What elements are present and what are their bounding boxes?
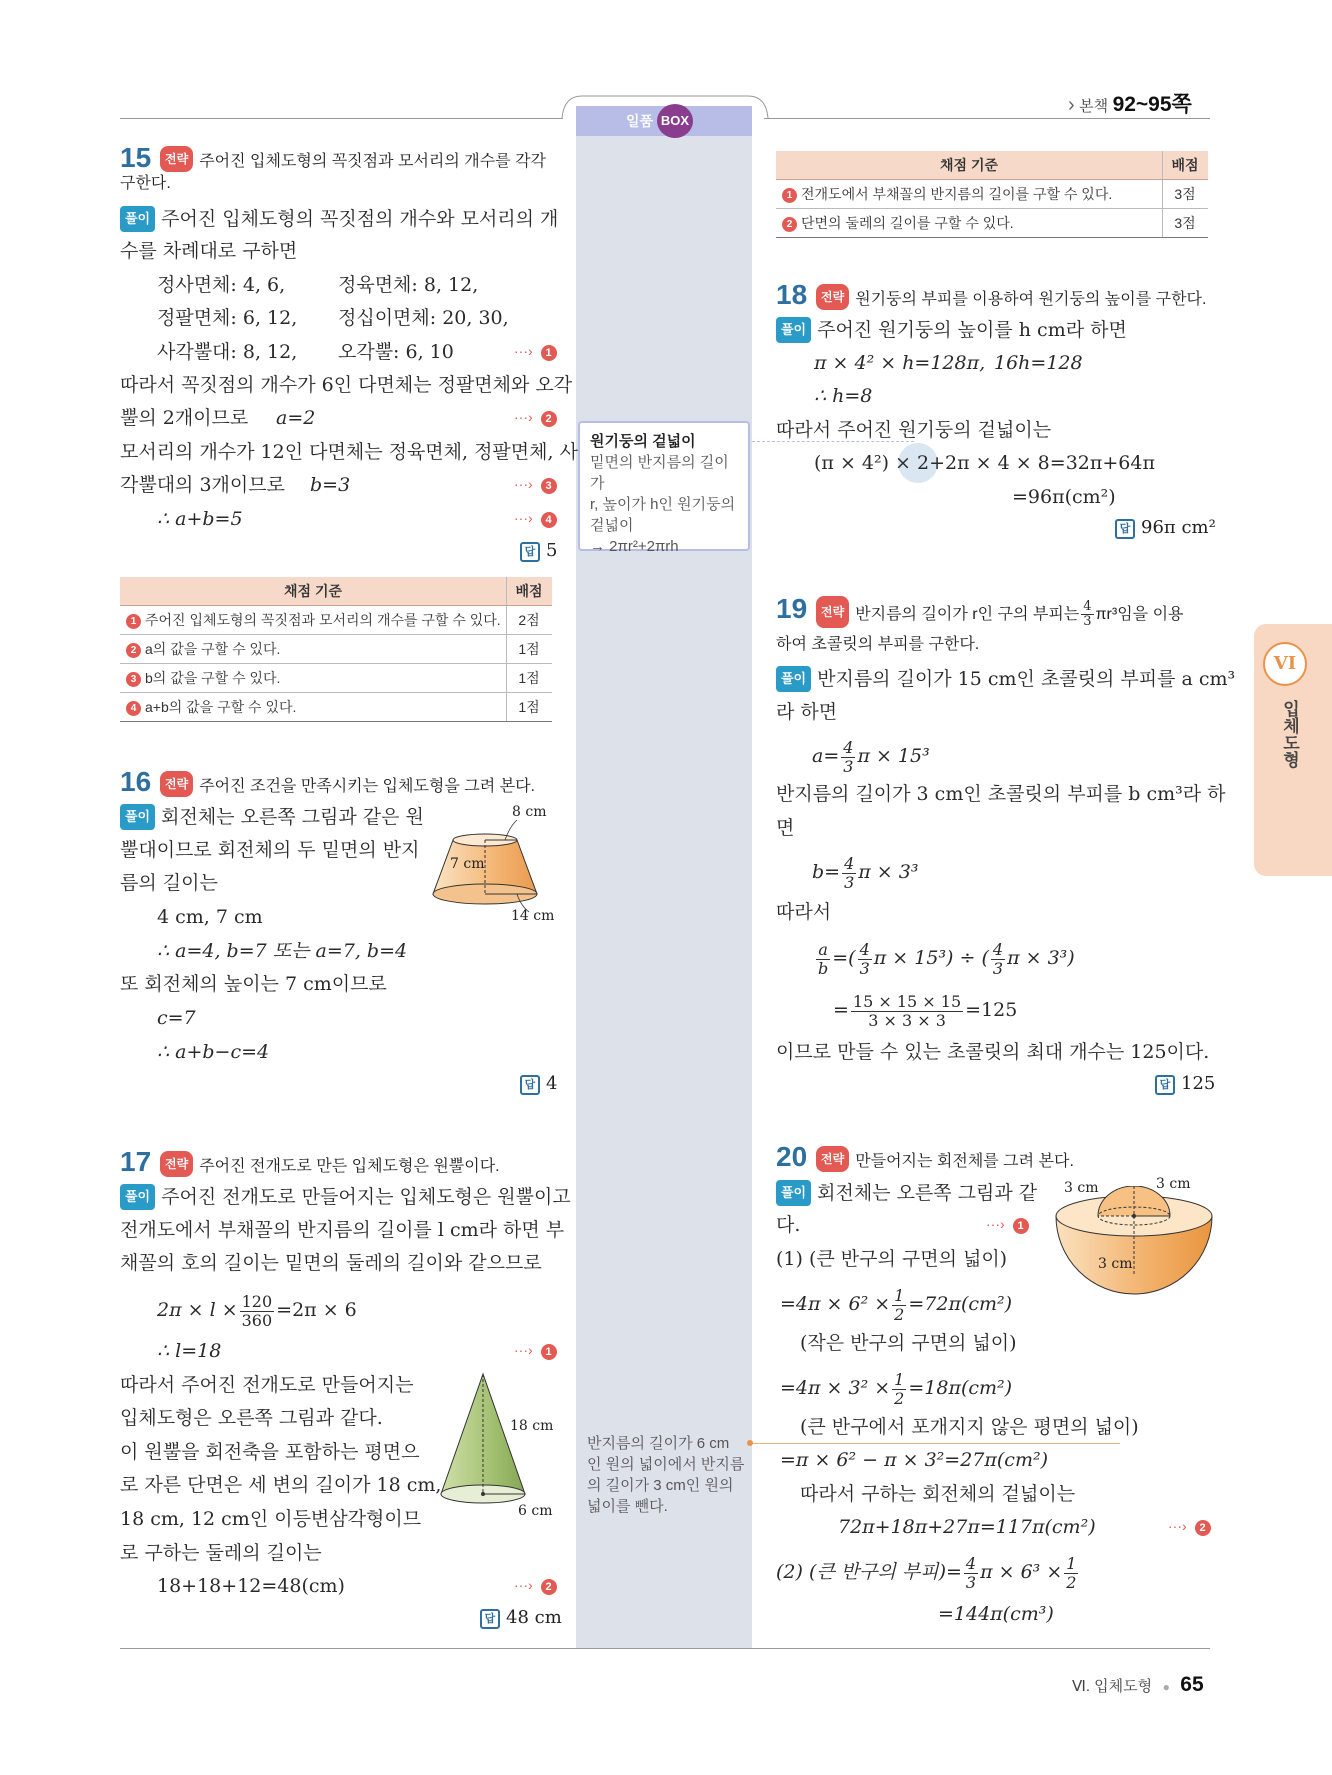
problem-16-line-2: 뿔대이므로 회전체의 두 밑면의 반지	[120, 839, 420, 861]
problem-19-line-1: 풀이 반지름의 길이가 15 cm인 초콜릿의 부피를 a cm³	[776, 666, 1235, 692]
step-marker-2: ···› 2	[1168, 1518, 1211, 1536]
problem-18-line-3: ∴ h=8	[814, 385, 873, 407]
solution-tag: 풀이	[120, 206, 155, 232]
step-marker-1: ···› 1	[514, 1342, 557, 1360]
problem-15-number: 15	[120, 142, 152, 173]
problem-19-answer: 답 125	[1155, 1073, 1215, 1095]
problem-20-strategy: 전략 만들어지는 회전체를 그려 본다.	[816, 1146, 1074, 1174]
problem-15-line-6: 따라서 꼭짓점의 개수가 6인 다면체는 정팔면체와 오각	[120, 374, 573, 396]
problem-19-eq-3: $\frac{a}{b}$ =( $\frac{4}{3}$ π × 15³) ÷ ( $\frac{4}{3}$ π × 3³)	[818, 939, 1075, 978]
problem-16-answer: 답 4	[520, 1073, 557, 1095]
problem-19-line-5: 면	[776, 817, 795, 839]
step-marker-2: ···› 2	[514, 409, 557, 427]
cone-label-slant: 18 cm	[510, 1418, 554, 1434]
problem-15-line-2: 수를 차례대로 구하면	[120, 240, 298, 262]
problem-18-line-4: 따라서 주어진 원기둥의 겉넓이는	[776, 419, 1052, 441]
header-rule-right	[764, 118, 1210, 119]
problem-17-line-9: 로 자른 단면은 세 변의 길이가 18 cm,	[120, 1474, 442, 1496]
center-box-label	[626, 110, 653, 132]
table-row: 4 a+b의 값을 구할 수 있다. 1점	[120, 693, 552, 722]
problem-16-line-7: c=7	[157, 1007, 196, 1029]
problem-19-line-10: 이므로 만들 수 있는 초콜릿의 최대 개수는 125이다.	[776, 1041, 1210, 1063]
frustum-label-top: 8 cm	[512, 804, 547, 820]
problem-15-line-8: 모서리의 개수가 12인 다면체는 정육면체, 정팔면체, 사	[120, 441, 578, 463]
problem-17-line-8: 이 원뿔을 회전축을 포함하는 평면으	[120, 1441, 420, 1463]
frustum-label-bottom: 14 cm	[511, 908, 555, 924]
table-row: 3 b의 값을 구할 수 있다. 1점	[120, 664, 552, 693]
hemisphere-label-b: 3 cm	[1156, 1176, 1191, 1192]
step-marker-1: ···› 1	[986, 1216, 1029, 1234]
problem-17-line-7: 입체도형은 오른쪽 그림과 같다.	[120, 1407, 383, 1429]
answer-icon: 답	[1115, 519, 1135, 539]
problem-19-line-4: 반지름의 길이가 3 cm인 초콜릿의 부피를 b cm³라 하	[776, 783, 1226, 805]
frustum-label-height: 7 cm	[450, 856, 485, 872]
table-row: 2 a의 값을 구할 수 있다. 1점	[120, 635, 552, 664]
problem-18-line-2b: 16h=128	[994, 352, 1083, 374]
problem-17-line-1: 풀이 주어진 전개도로 만들어지는 입체도형은 원뿔이고	[120, 1184, 571, 1210]
cone-figure	[435, 1370, 535, 1520]
problem-15-line-5b: 오각뿔: 6, 10	[338, 341, 454, 363]
problem-20-eq-3: (2) (큰 반구의 부피)= $\frac{4}{3}$ π × 6³ × $\frac{1}{2}$	[776, 1553, 1077, 1592]
header-rule-left	[120, 118, 563, 119]
problem-16-line-3: 름의 길이는	[120, 872, 218, 894]
problem-18-strategy: 전략 원기둥의 부피를 이용하여 원기둥의 높이를 구한다.	[816, 284, 1206, 312]
side-note-dot	[747, 1440, 753, 1446]
problem-19-eq-4: = $\frac{15 \times 15 \times 15}{3 \times 3 \times 3}$ =125	[833, 991, 1018, 1030]
problem-16-number: 16	[120, 766, 152, 797]
problem-20-line-1: 풀이 회전체는 오른쪽 그림과 같	[776, 1180, 1037, 1206]
problem-19-eq-1: a= $\frac{4}{3}$ π × 15³	[812, 737, 930, 776]
problem-19-line-7: 따라서	[776, 901, 832, 923]
side-note-area: 반지름의 길이가 6 cm 인 원의 넓이에서 반지름 의 길이가 3 cm인 원의 넓이를 뺀다.	[587, 1435, 745, 1515]
problem-17-answer: 답 48 cm	[480, 1607, 562, 1629]
page-number: 65	[1180, 1673, 1204, 1696]
problem-15-line-10: ∴ a+b=5	[157, 508, 243, 530]
problem-16-strategy: 전략 주어진 조건을 만족시키는 입체도형을 그려 본다.	[160, 771, 535, 799]
problem-15-strategy: 전략 주어진 입체도형의 꼭짓점과 모서리의 개수를 각각	[160, 146, 546, 174]
step-marker-1: ···› 1	[514, 343, 557, 361]
table-row: 1 주어진 입체도형의 꼭짓점과 모서리의 개수를 구할 수 있다. 2점	[120, 606, 552, 635]
center-column	[576, 106, 752, 1648]
answer-icon: 답	[520, 1075, 540, 1095]
problem-17-line-11: 로 구하는 둘레의 길이는	[120, 1542, 322, 1564]
problem-19-line-2: 라 하면	[776, 701, 838, 723]
answer-icon: 답	[1155, 1075, 1175, 1095]
step-marker-4: ···› 4	[514, 510, 557, 528]
answer-icon: 답	[480, 1609, 500, 1629]
problem-17-line-2: 전개도에서 부채꼴의 반지름의 길이를 l cm라 하면 부	[120, 1219, 565, 1241]
problem-17-line-3: 채꼴의 호의 길이는 밑면의 둘레의 길이와 같으므로	[120, 1252, 542, 1274]
problem-20-line-10: 72π+18π+27π=117π(cm²)	[838, 1516, 1096, 1538]
step-marker-3: ···› 3	[514, 476, 557, 494]
scoring-head-points: 배점	[507, 577, 553, 606]
problem-15-line-9a: 각뿔대의 3개이므로	[120, 474, 285, 496]
problem-15-line-3a: 정사면체: 4, 6,	[157, 274, 286, 296]
hemisphere-label-c: 3 cm	[1098, 1256, 1133, 1272]
problem-18-line-6: =96π(cm²)	[1012, 486, 1116, 508]
side-note-title: 원기둥의 겉넓이	[590, 433, 696, 450]
problem-18-line-1: 풀이 주어진 원기둥의 높이를 h cm라 하면	[776, 317, 1127, 343]
problem-18-answer: 답 96π cm²	[1115, 517, 1216, 539]
problem-16-line-1: 풀이 회전체는 오른쪽 그림과 같은 원	[120, 804, 424, 830]
book-ref-pages: 92~95쪽	[1112, 93, 1192, 116]
problem-20-line-3: (1) (큰 반구의 구면의 넓이)	[776, 1248, 1008, 1270]
problem-17-line-5: ∴ l=18	[157, 1340, 222, 1362]
problem-20-line-8: =π × 6² − π × 3²=27π(cm²)	[780, 1449, 1048, 1471]
problem-16-line-6: 또 회전체의 높이는 7 cm이므로	[120, 973, 387, 995]
chevron-right-icon: ›	[1068, 94, 1075, 116]
scoring-table-15	[120, 577, 552, 722]
problem-19-strategy-2: 하여 초콜릿의 부피를 구한다.	[776, 636, 980, 653]
chapter-numeral-badge: VI	[1263, 642, 1307, 686]
problem-20-eq-1: =4π × 6² × $\frac{1}{2}$ =72π(cm²)	[780, 1285, 1013, 1324]
problem-19-number: 19	[776, 593, 808, 624]
problem-20-eq-2: =4π × 3² × $\frac{1}{2}$ =18π(cm²)	[780, 1369, 1013, 1408]
problem-17-line-6: 따라서 주어진 전개도로 만들어지는	[120, 1374, 414, 1396]
problem-16-line-4: 4 cm, 7 cm	[157, 906, 263, 928]
footer-rule	[120, 1648, 1210, 1649]
problem-18-line-2a: π × 4² × h=128π,	[814, 352, 986, 374]
problem-20-line-12: =144π(cm³)	[938, 1603, 1054, 1625]
chapter-side-label: 입체도형	[1280, 700, 1299, 768]
hemisphere-figure	[1052, 1186, 1216, 1306]
center-label-text: 일품	[626, 113, 654, 129]
problem-17-line-12: 18+18+12=48(cm)	[157, 1575, 345, 1597]
problem-15-line-5a: 사각뿔대: 8, 12,	[157, 341, 298, 363]
answer-icon: 답	[520, 542, 540, 562]
problem-19-eq-2: b= $\frac{4}{3}$ π × 3³	[812, 853, 919, 892]
problem-17-equation: 2π × l × $\frac{120}{360}$ =2π × 6	[157, 1291, 357, 1330]
problem-16-line-8: ∴ a+b−c=4	[157, 1041, 270, 1063]
problem-17-number: 17	[120, 1146, 152, 1177]
book-ref-prefix: 본책	[1079, 98, 1109, 115]
table-row: 1 전개도에서 부채꼴의 반지름의 길이를 구할 수 있다. 3점	[776, 180, 1208, 209]
side-note-connector-2	[750, 1443, 1120, 1444]
problem-20-line-9: 따라서 구하는 회전체의 겉넓이는	[800, 1483, 1076, 1505]
problem-16-line-5: ∴ a=4, b=7 또는 a=7, b=4	[157, 940, 408, 962]
strategy-tag: 전략	[160, 146, 193, 172]
problem-15-line-7b: a=2	[276, 407, 316, 429]
side-note-cylinder: 원기둥의 겉넓이 밑면의 반지름의 길이가 r, 높이가 h인 원기둥의 겉넓이 → 2πr²+2πrh	[578, 421, 750, 551]
problem-15-answer: 답 5	[520, 540, 557, 562]
problem-17-strategy: 전략 주어진 전개도로 만든 입체도형은 원뿔이다.	[160, 1151, 500, 1179]
hemisphere-label-a: 3 cm	[1064, 1180, 1099, 1196]
cone-label-radius: 6 cm	[518, 1503, 553, 1519]
scoring-head: 채점 기준	[120, 577, 507, 606]
problem-18-number: 18	[776, 279, 808, 310]
problem-15-line-1: 풀이 주어진 입체도형의 꼭짓점의 개수와 모서리의 개	[120, 206, 558, 232]
problem-18-line-5: (π × 4²) × 2+2π × 4 × 8=32π+64π	[814, 452, 1155, 474]
problem-20-line-5: (작은 반구의 구면의 넓이)	[800, 1332, 1017, 1354]
step-marker-2: ···› 2	[514, 1577, 557, 1595]
problem-17-line-10: 18 cm, 12 cm인 이등변삼각형이므	[120, 1508, 422, 1530]
footer	[1072, 1670, 1204, 1700]
scoring-table-17: 채점 기준 배점 1 전개도에서 부채꼴의 반지름의 길이를 구할 수 있다. 3점 2 단면의 둘레의 길이를 구할 수 있다. 3점	[776, 151, 1208, 238]
problem-15-line-9b: b=3	[310, 474, 351, 496]
problem-20-line-2: 다.	[776, 1214, 801, 1236]
box-badge	[657, 104, 693, 138]
problem-20-line-7: (큰 반구에서 포개지지 않은 평면의 넓이)	[800, 1416, 1139, 1438]
box-badge-text: BOX	[660, 113, 690, 128]
problem-20-number: 20	[776, 1141, 808, 1172]
problem-15-line-4b: 정십이면체: 20, 30,	[338, 307, 509, 329]
footer-dot: ●	[1162, 1680, 1170, 1694]
book-reference	[1068, 92, 1192, 118]
problem-15-strategy-2: 구한다.	[120, 175, 171, 192]
problem-15-line-7a: 뿔의 2개이므로	[120, 407, 249, 429]
problem-19-strategy: 전략 반지름의 길이가 r인 구의 부피는 $\frac{4}{3}$ πr³임을 이용	[816, 596, 1183, 630]
problem-15-line-3b: 정육면체: 8, 12,	[338, 274, 479, 296]
problem-15-line-4a: 정팔면체: 6, 12,	[157, 307, 298, 329]
table-row: 2 단면의 둘레의 길이를 구할 수 있다. 3점	[776, 209, 1208, 238]
footer-chapter: Ⅵ. 입체도형	[1072, 1678, 1153, 1695]
